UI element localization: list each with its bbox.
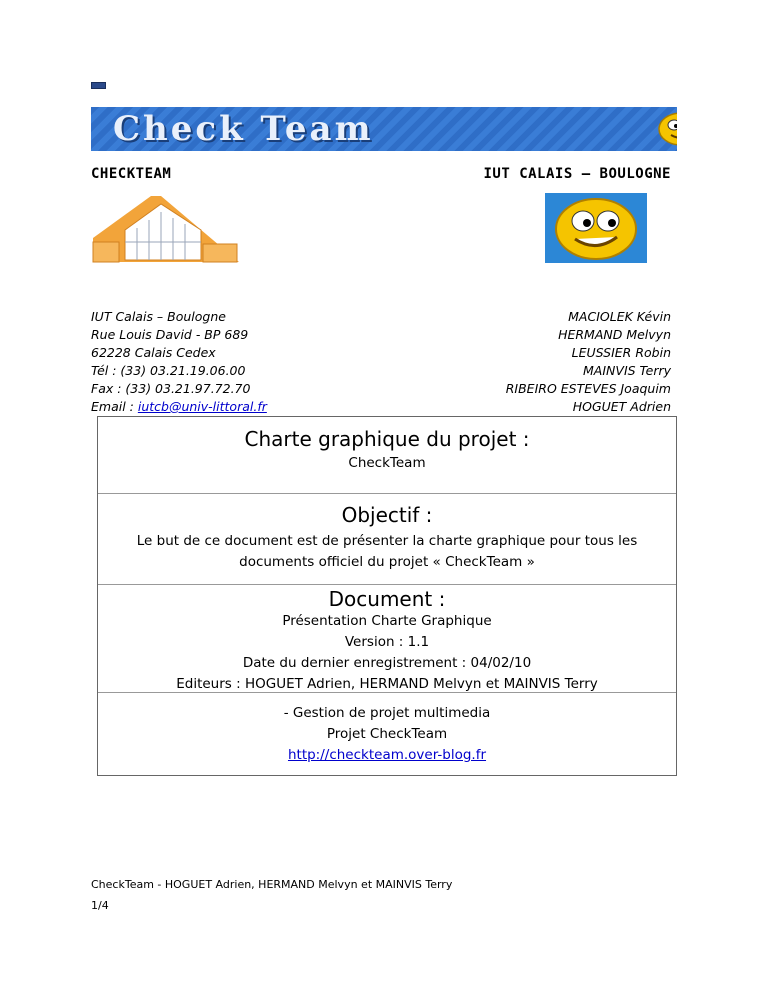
smiley-face-icon [545,193,647,263]
section-divider [98,493,676,494]
email-link[interactable]: iutcb@univ-littoral.fr [137,399,267,414]
page-footer [91,874,452,916]
footer-credits: CheckTeam - HOGUET Adrien, HERMAND Melvyn et MAINVIS Terry [91,878,453,891]
address-line: Rue Louis David - BP 689 [91,327,249,342]
team-member: MAINVIS Terry [583,363,671,378]
team-member: RIBEIRO ESTEVES Joaquim [505,381,671,396]
blog-link[interactable]: http://checkteam.over-blog.fr [287,747,487,763]
project-line: Projet CheckTeam [326,726,448,742]
address-line: IUT Calais – Boulogne [91,309,226,324]
document-line: Présentation Charte Graphique [282,613,492,629]
project-info-box [97,416,677,776]
charte-subtitle: CheckTeam [348,455,426,471]
document-line: Editeurs : HOGUET Adrien, HERMAND Melvyn et MAINVIS Terry [176,676,598,692]
gestion-block [98,703,676,766]
checkteam-smiley-logo [545,193,647,263]
email-line [91,398,267,416]
objectif-title: Objectif : [341,503,433,527]
checkteam-banner [91,107,677,151]
phone-line: Tél : (33) 03.21.19.06.00 [91,363,246,378]
header-left: CHECKTEAM [91,166,172,182]
team-member: LEUSSIER Robin [571,345,671,360]
header-right: IUT CALAIS – BOULOGNE [483,166,671,182]
charte-title: Charte graphique du projet : [244,427,530,451]
document-line: Date du dernier enregistrement : 04/02/10 [242,655,532,671]
page-number: 1/4 [91,899,109,912]
email-label: Email : [91,399,138,414]
document-details [98,611,676,695]
objectif-line: Le but de ce document est de présenter la charte graphique pour tous les [136,533,638,549]
section-divider [98,584,676,585]
small-image-icon [91,82,106,89]
smiley-icon [657,111,677,147]
document-title: Document : [328,587,446,611]
team-member: HERMAND Melvyn [558,327,671,342]
banner-title: Check Team [113,109,374,149]
address-line: 62228 Calais Cedex [91,345,216,360]
section-divider [98,692,676,693]
iut-address-block [91,308,267,416]
objectif-text [98,531,676,573]
team-member: MACIOLEK Kévin [568,309,671,324]
gestion-line: - Gestion de projet multimedia [283,705,491,721]
fax-line: Fax : (33) 03.21.97.72.70 [91,381,251,396]
team-member: HOGUET Adrien [572,399,671,414]
document-line: Version : 1.1 [344,634,430,650]
objectif-line: documents officiel du projet « CheckTeam » [239,554,535,570]
iut-building-logo [91,190,241,266]
team-members [506,308,671,416]
